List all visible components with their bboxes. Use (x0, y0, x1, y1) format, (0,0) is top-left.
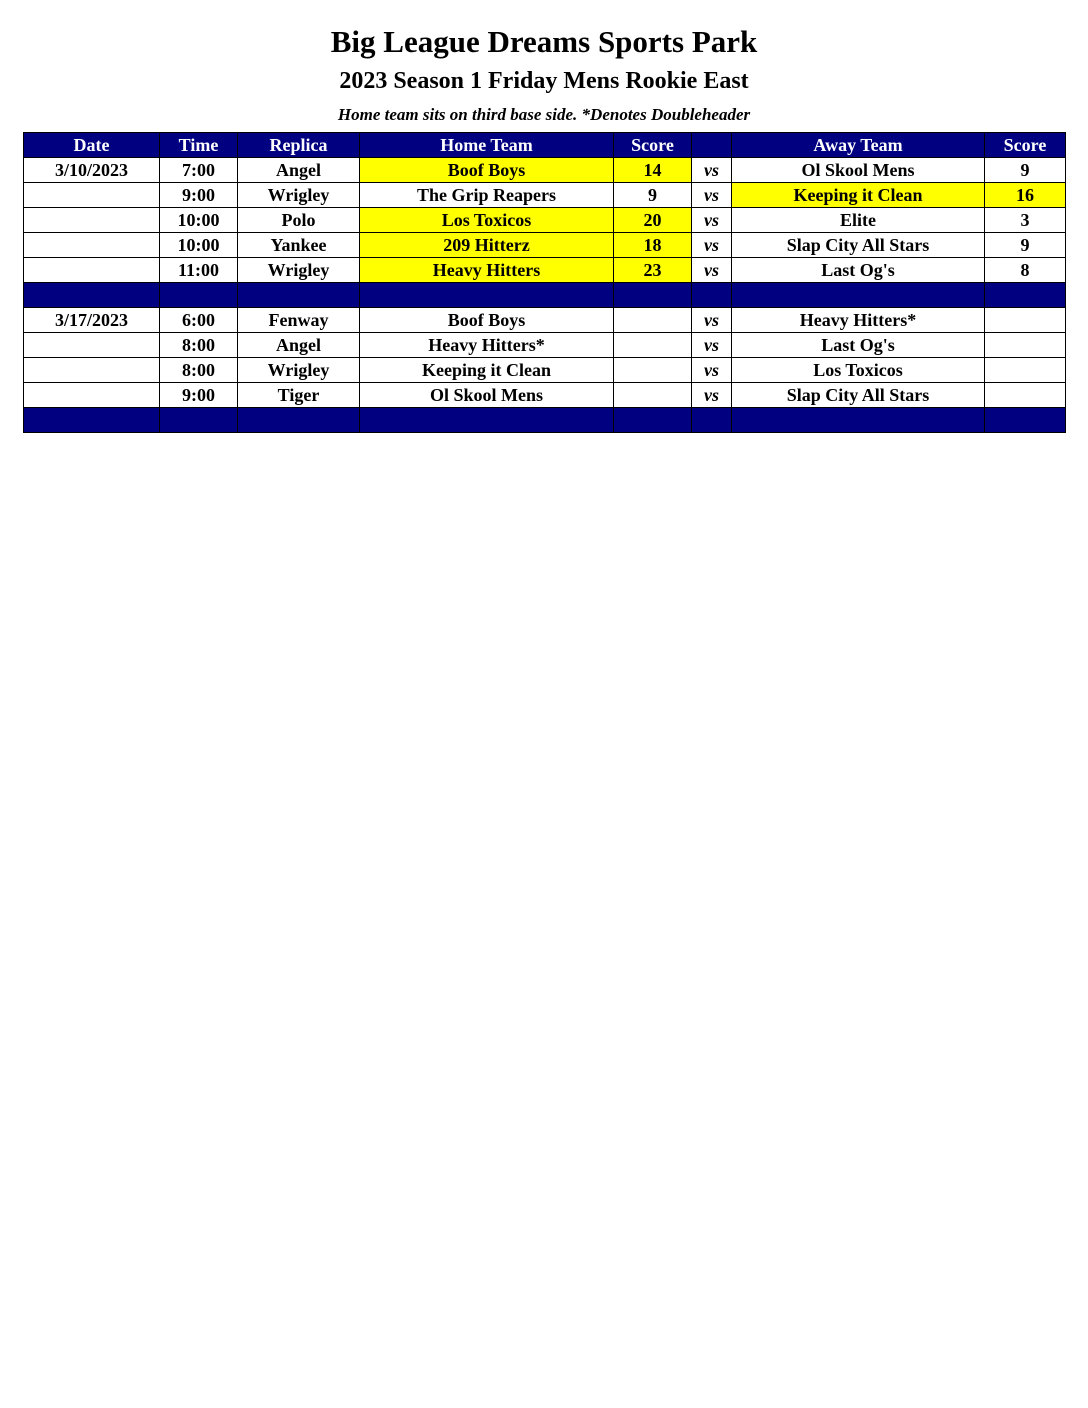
time-cell: 7:00 (160, 158, 238, 183)
away-score-cell: 9 (985, 233, 1066, 258)
away-score-cell: 3 (985, 208, 1066, 233)
home-score-cell: 20 (614, 208, 692, 233)
header-away-team: Away Team (732, 133, 985, 158)
header-date: Date (24, 133, 160, 158)
away-score-cell (985, 308, 1066, 333)
vs-label: vs (692, 183, 732, 208)
date-cell (24, 333, 160, 358)
home-score-cell: 23 (614, 258, 692, 283)
separator-cell (238, 283, 360, 308)
home-team-cell: Heavy Hitters (360, 258, 614, 283)
separator-cell (692, 283, 732, 308)
page-note: Home team sits on third base side. *Denotes Doubleheader (337, 105, 751, 124)
home-team-cell: Boof Boys (360, 308, 614, 333)
home-score-cell (614, 308, 692, 333)
home-score-cell (614, 383, 692, 408)
separator-cell (692, 408, 732, 433)
vs-label: vs (692, 383, 732, 408)
table-row (24, 258, 1066, 283)
week-separator-row (24, 408, 1066, 433)
time-cell: 6:00 (160, 308, 238, 333)
header-time: Time (160, 133, 238, 158)
time-cell: 10:00 (160, 208, 238, 233)
home-score-cell: 18 (614, 233, 692, 258)
separator-cell (732, 408, 985, 433)
away-team-cell: Slap City All Stars (732, 383, 985, 408)
away-team-cell: Last Og's (732, 258, 985, 283)
separator-cell (238, 408, 360, 433)
date-cell (24, 258, 160, 283)
away-team-cell: Last Og's (732, 333, 985, 358)
table-row (24, 158, 1066, 183)
replica-cell: Tiger (238, 383, 360, 408)
time-cell: 11:00 (160, 258, 238, 283)
table-row (24, 208, 1066, 233)
table-row (24, 383, 1066, 408)
away-team-cell: Elite (732, 208, 985, 233)
away-score-cell (985, 358, 1066, 383)
separator-cell (24, 283, 160, 308)
replica-cell: Wrigley (238, 358, 360, 383)
date-cell: 3/10/2023 (24, 158, 160, 183)
replica-cell: Fenway (238, 308, 360, 333)
away-team-cell: Keeping it Clean (732, 183, 985, 208)
away-score-cell: 8 (985, 258, 1066, 283)
date-cell: 3/17/2023 (24, 308, 160, 333)
time-cell: 10:00 (160, 233, 238, 258)
vs-label: vs (692, 258, 732, 283)
away-score-cell: 9 (985, 158, 1066, 183)
home-team-cell: Boof Boys (360, 158, 614, 183)
separator-cell (614, 283, 692, 308)
date-cell (24, 208, 160, 233)
separator-cell (985, 408, 1066, 433)
date-cell (24, 383, 160, 408)
header-vs (692, 133, 732, 158)
vs-label: vs (692, 333, 732, 358)
separator-cell (732, 283, 985, 308)
away-team-cell: Los Toxicos (732, 358, 985, 383)
replica-cell: Wrigley (238, 183, 360, 208)
replica-cell: Yankee (238, 233, 360, 258)
replica-cell: Angel (238, 158, 360, 183)
header-home-score: Score (614, 133, 692, 158)
away-score-cell (985, 333, 1066, 358)
vs-label: vs (692, 158, 732, 183)
table-row (24, 333, 1066, 358)
away-team-cell: Ol Skool Mens (732, 158, 985, 183)
away-team-cell: Heavy Hitters* (732, 308, 985, 333)
header-replica: Replica (238, 133, 360, 158)
away-score-cell: 16 (985, 183, 1066, 208)
home-team-cell: Heavy Hitters* (360, 333, 614, 358)
schedule-table (23, 132, 1066, 433)
vs-label: vs (692, 208, 732, 233)
date-cell (24, 183, 160, 208)
home-score-cell (614, 333, 692, 358)
vs-label: vs (692, 233, 732, 258)
home-team-cell: The Grip Reapers (360, 183, 614, 208)
vs-label: vs (692, 308, 732, 333)
date-cell (24, 233, 160, 258)
table-row (24, 183, 1066, 208)
time-cell: 8:00 (160, 333, 238, 358)
header-home-team: Home Team (360, 133, 614, 158)
home-score-cell (614, 358, 692, 383)
separator-cell (160, 283, 238, 308)
home-team-cell: Los Toxicos (360, 208, 614, 233)
date-cell (24, 358, 160, 383)
replica-cell: Wrigley (238, 258, 360, 283)
time-cell: 9:00 (160, 383, 238, 408)
home-score-cell: 14 (614, 158, 692, 183)
page-subtitle: 2023 Season 1 Friday Mens Rookie East (339, 68, 749, 94)
page-title: Big League Dreams Sports Park (330, 24, 758, 59)
week-separator-row (24, 283, 1066, 308)
separator-cell (985, 283, 1066, 308)
home-score-cell: 9 (614, 183, 692, 208)
table-row (24, 233, 1066, 258)
separator-cell (614, 408, 692, 433)
time-cell: 9:00 (160, 183, 238, 208)
time-cell: 8:00 (160, 358, 238, 383)
vs-label: vs (692, 358, 732, 383)
home-team-cell: Keeping it Clean (360, 358, 614, 383)
table-row (24, 308, 1066, 333)
home-team-cell: Ol Skool Mens (360, 383, 614, 408)
table-row (24, 358, 1066, 383)
home-team-cell: 209 Hitterz (360, 233, 614, 258)
away-team-cell: Slap City All Stars (732, 233, 985, 258)
replica-cell: Angel (238, 333, 360, 358)
separator-cell (360, 283, 614, 308)
away-score-cell (985, 383, 1066, 408)
separator-cell (160, 408, 238, 433)
header-away-score: Score (985, 133, 1066, 158)
replica-cell: Polo (238, 208, 360, 233)
table-header-row (24, 133, 1066, 158)
separator-cell (360, 408, 614, 433)
separator-cell (24, 408, 160, 433)
schedule-body (24, 158, 1066, 433)
